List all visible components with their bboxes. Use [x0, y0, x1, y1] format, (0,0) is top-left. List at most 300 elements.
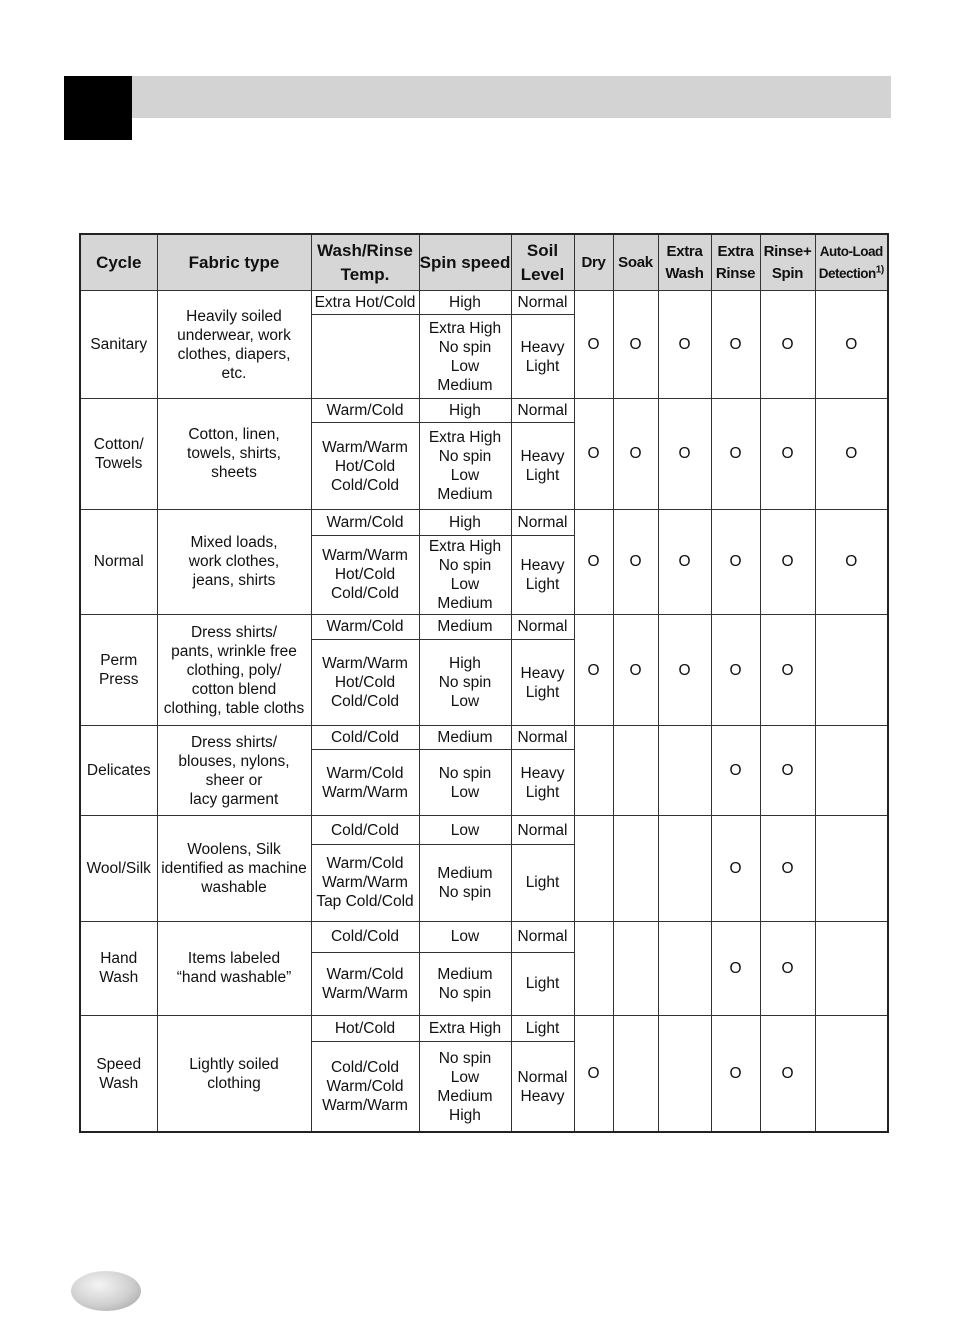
other-temp-cell	[311, 423, 419, 509]
cell-line: Light	[525, 1020, 560, 1038]
option-rinse-spin-cell	[760, 816, 815, 921]
header-soak	[613, 234, 658, 291]
cell-line: washable	[201, 879, 267, 897]
header-text: Fabric type	[188, 252, 280, 272]
option-mark: O	[781, 661, 794, 679]
header-text: Wash/Rinse	[317, 240, 413, 260]
cell-line: Low	[450, 693, 480, 711]
header-text: Spin	[771, 264, 804, 282]
other-temp-cell	[311, 750, 419, 816]
header-rinse-spin	[760, 234, 815, 291]
cell-line: Warm/Warm	[322, 1097, 408, 1115]
other-temp-cell	[311, 535, 419, 614]
cell-line: Woolens, Silk	[187, 841, 281, 859]
option-rinse-spin-cell	[760, 614, 815, 725]
option-extra-wash-cell	[658, 921, 711, 1015]
header-auto-load-detection: Auto-Load Detection$^{1)}$	[815, 234, 888, 291]
option-mark: O	[629, 661, 642, 679]
cell-line: Heavy	[520, 338, 565, 356]
default-spin-cell	[419, 1016, 511, 1042]
other-temp-cell	[311, 1042, 419, 1132]
other-soil-cell	[511, 952, 574, 1015]
default-temp-cell	[311, 726, 419, 750]
cell-line: clothing, poly/	[186, 661, 282, 679]
cell-line: pants, wrinkle free	[171, 642, 297, 660]
option-mark: O	[781, 762, 794, 780]
option-mark: O	[729, 661, 742, 679]
default-soil-cell	[511, 816, 574, 844]
option-mark: O	[587, 336, 600, 354]
cell-line: Light	[525, 975, 560, 993]
header-soil-level	[511, 234, 574, 291]
default-spin-cell	[419, 509, 511, 535]
cell-line: underwear, work	[177, 326, 291, 344]
other-temp-cell	[311, 639, 419, 725]
option-mark: O	[629, 553, 642, 571]
cycle-name-cell	[80, 1016, 157, 1132]
cell-line: Heavy	[520, 764, 565, 782]
header-text: Spin speed	[419, 252, 511, 272]
header-spin-speed	[419, 234, 511, 291]
cell-line: No spin	[438, 674, 492, 692]
header-text: Rinse	[715, 264, 756, 282]
option-extra-wash-cell	[658, 291, 711, 399]
cell-line: Extra Hot/Cold	[314, 294, 416, 312]
option-mark: O	[781, 445, 794, 463]
default-spin-cell	[419, 921, 511, 952]
cell-line: Normal	[517, 618, 568, 636]
option-extra-rinse-cell	[711, 816, 760, 921]
cell-line: identified as machine	[161, 860, 307, 878]
option-mark: O	[781, 336, 794, 354]
cell-line: Heavily soiled	[186, 307, 282, 325]
cell-line: Heavy	[520, 1087, 565, 1105]
cell-line: Hot/Cold	[334, 674, 396, 692]
other-soil-cell	[511, 423, 574, 509]
cell-line: clothing	[207, 1074, 261, 1092]
fabric-type-cell	[157, 726, 311, 816]
option-soak-cell	[613, 399, 658, 509]
header-text: Soil	[526, 240, 559, 260]
default-temp-cell	[311, 509, 419, 535]
cell-line: Heavy	[520, 556, 565, 574]
option-mark: O	[781, 860, 794, 878]
cell-line: Warm/Warm	[322, 547, 408, 565]
cell-line: lacy garment	[189, 790, 279, 808]
default-soil-cell	[511, 399, 574, 423]
option-soak-cell	[613, 726, 658, 816]
option-extra-rinse-cell	[711, 399, 760, 509]
option-mark: O	[587, 661, 600, 679]
cell-line: Warm/Warm	[322, 438, 408, 456]
cell-line: No spin	[438, 764, 492, 782]
cell-line: Towels	[95, 454, 143, 472]
cell-line: Light	[525, 783, 560, 801]
cell-line: Normal	[93, 553, 144, 571]
cell-line: Medium	[437, 864, 493, 882]
option-extra-rinse-cell	[711, 921, 760, 1015]
cell-line: Light	[525, 357, 560, 375]
fabric-type-cell	[157, 921, 311, 1015]
cell-line: Wash	[99, 969, 139, 987]
cell-line: Hot/Cold	[334, 566, 396, 584]
default-spin-cell	[419, 614, 511, 639]
cell-line: sheets	[211, 464, 257, 482]
cell-line: clothing, table cloths	[163, 699, 305, 717]
default-temp-cell	[311, 399, 419, 423]
section-marker-block	[64, 76, 132, 140]
cell-line: work clothes,	[188, 553, 280, 571]
option-auto-load-cell	[815, 291, 888, 399]
cell-line: Wool/Silk	[86, 860, 151, 878]
cycle-name-cell	[80, 399, 157, 509]
fabric-type-cell	[157, 816, 311, 921]
option-extra-wash-cell	[658, 816, 711, 921]
option-mark: O	[729, 445, 742, 463]
option-dry-cell	[574, 291, 613, 399]
cell-line: Heavy	[520, 448, 565, 465]
option-auto-load-cell	[815, 726, 888, 816]
table-row	[80, 614, 888, 639]
header-text: Dry	[581, 253, 606, 271]
fabric-type-cell	[157, 1016, 311, 1132]
option-mark: O	[629, 336, 642, 354]
other-spin-cell	[419, 535, 511, 614]
option-rinse-spin-cell	[760, 291, 815, 399]
cell-line: High	[449, 1106, 481, 1124]
cell-line: Extra High	[428, 537, 502, 555]
option-auto-load-cell	[815, 614, 888, 725]
cell-line: Cold/Cold	[330, 476, 400, 494]
option-soak-cell	[613, 1016, 658, 1132]
cell-line: Wash	[99, 1074, 139, 1092]
option-extra-rinse-cell	[711, 1016, 760, 1132]
option-mark: O	[678, 336, 691, 354]
cell-line: Low	[450, 357, 480, 375]
option-rinse-spin-cell	[760, 921, 815, 1015]
default-temp-cell	[311, 816, 419, 844]
option-auto-load-cell	[815, 1016, 888, 1132]
cell-line: Low	[450, 783, 480, 801]
cell-line: Light	[525, 874, 560, 892]
option-dry-cell	[574, 1016, 613, 1132]
option-dry-cell	[574, 614, 613, 725]
option-mark: O	[729, 336, 742, 354]
default-spin-cell	[419, 816, 511, 844]
cell-line: Warm/Cold	[326, 1078, 404, 1096]
cell-line: Low	[450, 1068, 480, 1086]
other-spin-cell	[419, 844, 511, 921]
option-mark: O	[729, 1065, 742, 1083]
option-extra-rinse-cell	[711, 614, 760, 725]
option-mark: O	[781, 959, 794, 977]
option-mark: O	[629, 445, 642, 463]
cycle-name-cell	[80, 509, 157, 614]
cell-line: Warm/Cold	[326, 513, 404, 531]
default-soil-cell	[511, 509, 574, 535]
cell-line: No spin	[438, 338, 492, 356]
cell-line: High	[449, 294, 481, 312]
option-auto-load-cell	[815, 509, 888, 614]
cell-line: Items labeled	[187, 950, 281, 968]
table-body	[80, 291, 888, 1133]
cell-line: Press	[98, 671, 139, 689]
table-row	[80, 816, 888, 844]
other-spin-cell	[419, 423, 511, 509]
cell-line: Warm/Warm	[322, 655, 408, 673]
cell-line: Low	[450, 821, 480, 839]
cell-line: Medium	[437, 965, 493, 983]
option-dry-cell	[574, 726, 613, 816]
other-soil-cell	[511, 1042, 574, 1132]
option-mark: O	[845, 553, 858, 571]
table-row	[80, 399, 888, 423]
cell-line: High	[449, 402, 481, 420]
cell-line: High	[449, 513, 481, 531]
cell-line: Perm	[100, 652, 138, 670]
wash-cycle-table	[79, 233, 889, 1133]
option-dry-cell	[574, 399, 613, 509]
header-text: Rinse+	[763, 242, 812, 260]
default-soil-cell	[511, 1016, 574, 1042]
cell-line: “hand washable”	[176, 969, 292, 987]
option-mark: O	[587, 1065, 600, 1083]
cell-line: Warm/Cold	[326, 965, 404, 983]
cell-line: Normal	[517, 294, 568, 312]
cell-line: etc.	[221, 364, 247, 382]
option-mark: O	[678, 661, 691, 679]
header-text: Soak	[618, 253, 653, 271]
cell-line: Speed	[96, 1055, 142, 1073]
option-soak-cell	[613, 816, 658, 921]
cell-line: Warm/Cold	[326, 855, 404, 873]
header-extra-wash	[658, 234, 711, 291]
option-mark: O	[845, 336, 858, 354]
header-fabric-type	[157, 234, 311, 291]
option-mark: O	[729, 553, 742, 571]
option-dry-cell	[574, 921, 613, 1015]
option-mark: O	[729, 959, 742, 977]
cell-line: Dress shirts/	[190, 623, 278, 641]
option-mark: O	[678, 553, 691, 571]
option-extra-wash-cell	[658, 726, 711, 816]
cell-line: Warm/Cold	[326, 402, 404, 420]
default-spin-cell	[419, 399, 511, 423]
default-soil-cell	[511, 726, 574, 750]
option-extra-wash-cell	[658, 614, 711, 725]
other-soil-cell	[511, 315, 574, 399]
header-text: Wash	[665, 264, 704, 282]
cell-line: Cold/Cold	[330, 585, 400, 603]
cell-line: High	[449, 655, 481, 673]
option-auto-load-cell	[815, 921, 888, 1015]
table-row	[80, 509, 888, 535]
header-text: Extra	[666, 242, 703, 260]
other-spin-cell	[419, 750, 511, 816]
fabric-type-cell	[157, 509, 311, 614]
cell-line: Normal	[517, 1068, 568, 1086]
cell-line: Medium	[437, 486, 493, 503]
cell-line: Warm/Warm	[322, 783, 408, 801]
other-temp-cell	[311, 844, 419, 921]
cell-line: No spin	[438, 556, 492, 574]
cell-line: Low	[450, 575, 480, 593]
default-temp-cell	[311, 1016, 419, 1042]
cell-line: Warm/Cold	[326, 764, 404, 782]
cell-line: Extra High	[428, 319, 502, 337]
other-spin-cell	[419, 952, 511, 1015]
cell-line: Cold/Cold	[330, 693, 400, 711]
cell-line: Normal	[517, 402, 568, 420]
default-soil-cell	[511, 291, 574, 315]
other-spin-cell	[419, 315, 511, 399]
cell-line: No spin	[438, 448, 492, 465]
cell-line: Warm/Warm	[322, 984, 408, 1002]
cell-line: Medium	[437, 594, 493, 612]
cell-line: Dress shirts/	[190, 733, 278, 751]
option-mark: O	[781, 553, 794, 571]
option-mark: O	[729, 762, 742, 780]
option-extra-rinse-cell	[711, 291, 760, 399]
header-text: Temp.	[340, 264, 390, 284]
cell-line: Low	[450, 467, 480, 484]
option-soak-cell	[613, 509, 658, 614]
cell-line: Sanitary	[90, 336, 148, 354]
cell-line: blouses, nylons,	[178, 752, 290, 770]
page-number-oval	[71, 1271, 141, 1311]
cell-line: Delicates	[86, 762, 151, 780]
header-dry	[574, 234, 613, 291]
fabric-type-cell	[157, 399, 311, 509]
default-soil-cell	[511, 921, 574, 952]
option-mark: O	[587, 445, 600, 463]
cell-line: Hand	[100, 950, 138, 968]
cell-line: Extra High	[428, 1020, 502, 1038]
fabric-type-cell	[157, 614, 311, 725]
option-extra-wash-cell	[658, 1016, 711, 1132]
other-spin-cell	[419, 639, 511, 725]
option-mark: O	[845, 445, 858, 463]
cell-line: Medium	[437, 618, 493, 636]
other-temp-cell	[311, 952, 419, 1015]
cycle-name-cell	[80, 614, 157, 725]
header-text: Extra	[717, 242, 754, 260]
cell-line: No spin	[438, 984, 492, 1002]
cell-line: No spin	[438, 1049, 492, 1067]
cell-line: Normal	[517, 729, 568, 747]
default-spin-cell	[419, 291, 511, 315]
table-row	[80, 921, 888, 952]
cell-line: Cotton/	[93, 435, 144, 453]
footnote-marker: 1)	[875, 264, 884, 275]
option-soak-cell	[613, 291, 658, 399]
option-mark: O	[729, 860, 742, 878]
option-mark: O	[678, 445, 691, 463]
cell-line: clothes, diapers,	[177, 345, 291, 363]
header-text: Level	[520, 264, 565, 284]
option-auto-load-cell	[815, 399, 888, 509]
cell-line: Cold/Cold	[330, 821, 400, 839]
default-spin-cell	[419, 726, 511, 750]
fabric-type-cell	[157, 291, 311, 399]
other-soil-cell	[511, 844, 574, 921]
cell-line: cotton blend	[191, 680, 277, 698]
option-rinse-spin-cell	[760, 509, 815, 614]
option-mark: O	[781, 1065, 794, 1083]
header-extra-rinse	[711, 234, 760, 291]
header-text: Cycle	[96, 252, 142, 272]
default-temp-cell	[311, 291, 419, 315]
cell-line: sheer or	[205, 771, 263, 789]
option-extra-wash-cell	[658, 509, 711, 614]
cell-line: Light	[525, 683, 560, 701]
cell-line: Light	[525, 467, 560, 484]
option-soak-cell	[613, 614, 658, 725]
cycle-name-cell	[80, 816, 157, 921]
option-extra-rinse-cell	[711, 509, 760, 614]
cell-line: Normal	[517, 821, 568, 839]
option-rinse-spin-cell	[760, 399, 815, 509]
other-soil-cell	[511, 750, 574, 816]
cell-line: Normal	[517, 928, 568, 946]
default-soil-cell	[511, 614, 574, 639]
cell-line: Heavy	[520, 664, 565, 682]
option-dry-cell	[574, 816, 613, 921]
cell-line: Tap Cold/Cold	[316, 893, 414, 911]
cell-line: Medium	[437, 729, 493, 747]
cell-line: Cold/Cold	[330, 928, 400, 946]
cell-line: jeans, shirts	[192, 572, 276, 590]
cell-line: Medium	[437, 376, 493, 394]
option-rinse-spin-cell	[760, 1016, 815, 1132]
option-soak-cell	[613, 921, 658, 1015]
cell-line: Cold/Cold	[330, 729, 400, 747]
other-temp-cell	[311, 315, 419, 399]
table-header-row	[80, 234, 888, 291]
option-dry-cell	[574, 509, 613, 614]
cell-line: Hot/Cold	[334, 457, 396, 475]
cell-line: Cotton, linen,	[188, 426, 280, 444]
option-extra-wash-cell	[658, 399, 711, 509]
option-mark: O	[587, 553, 600, 571]
cell-line: Extra High	[428, 429, 502, 446]
cell-line: Light	[525, 575, 560, 593]
cell-line: Medium	[437, 1087, 493, 1105]
option-extra-rinse-cell	[711, 726, 760, 816]
cell-line: Warm/Warm	[322, 874, 408, 892]
table-row	[80, 291, 888, 315]
table-row	[80, 1016, 888, 1042]
cell-line: Cold/Cold	[330, 1059, 400, 1077]
cell-line: No spin	[438, 883, 492, 901]
option-rinse-spin-cell	[760, 726, 815, 816]
cycle-name-cell	[80, 726, 157, 816]
option-auto-load-cell	[815, 816, 888, 921]
other-spin-cell	[419, 1042, 511, 1132]
cycle-name-cell	[80, 921, 157, 1015]
cell-line: Hot/Cold	[334, 1020, 396, 1038]
cell-line: Normal	[517, 513, 568, 531]
default-temp-cell	[311, 921, 419, 952]
default-temp-cell	[311, 614, 419, 639]
cycle-name-cell	[80, 291, 157, 399]
section-header-bar	[132, 76, 891, 118]
cell-line: Lightly soiled	[189, 1055, 279, 1073]
other-soil-cell	[511, 535, 574, 614]
table-row	[80, 726, 888, 750]
cell-line: Mixed loads,	[190, 534, 278, 552]
header-wash-rinse-temp	[311, 234, 419, 291]
